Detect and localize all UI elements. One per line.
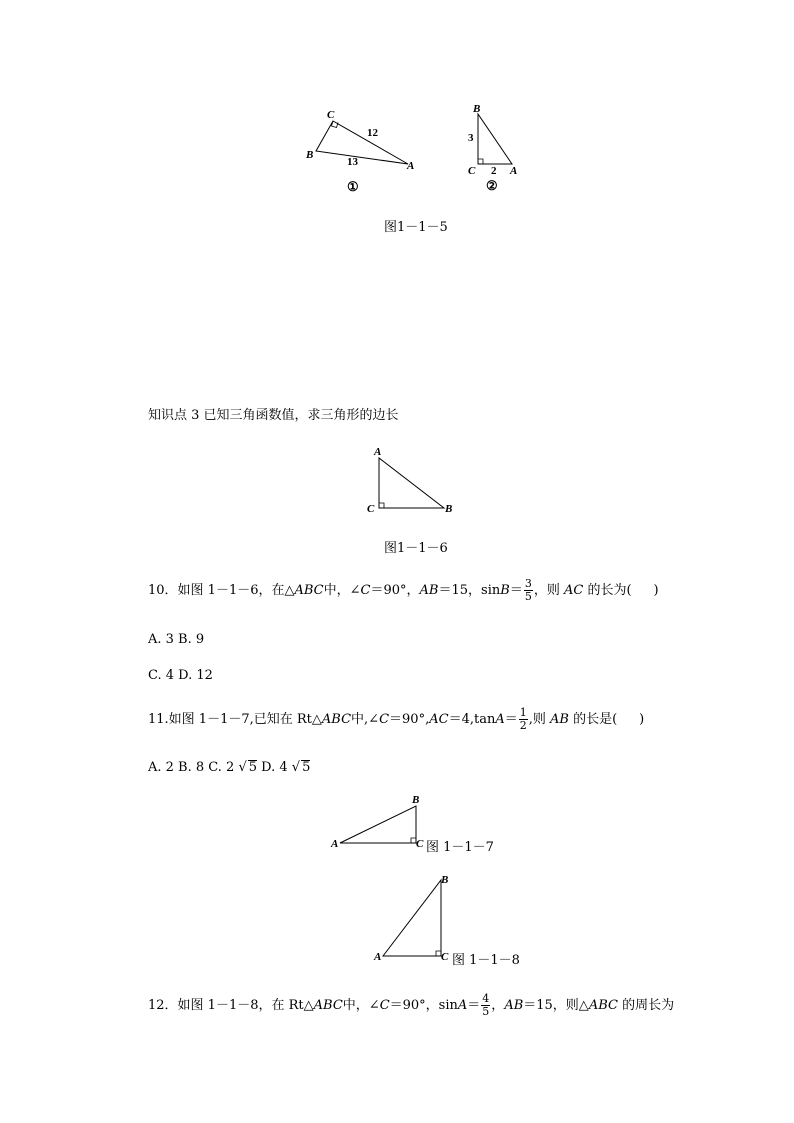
fraction-3-5: $\frac{3}{5}$: [524, 577, 532, 603]
fig6-label-c: C: [367, 503, 375, 515]
question-12: 12．如图 1－1－8，在 Rt△ABC中，∠C＝90°，sinA＝ $\frac{4}{5}$ ，AB＝15，则△ABC 的周长为: [148, 992, 675, 1018]
triangle-2: [468, 103, 517, 193]
tri1-label-c: C: [327, 109, 335, 121]
figure-1-1-7: [325, 790, 435, 855]
question-10: 10．如图 1－1－6，在△ABC中，∠C＝90°，AB＝15，sinB＝ $\frac{3}{5}$ ，则 AC 的长为( ): [148, 577, 659, 603]
caption-1-1-6: 图1－1－6: [384, 541, 448, 556]
fig8-label-a: A: [374, 951, 382, 963]
q10-options-cd: C. 4 D. 12: [148, 668, 213, 683]
tri1-side-ac: 12: [367, 127, 378, 139]
figure-1-1-6: [360, 440, 470, 520]
q10-options-ab: A. 3 B. 9: [148, 632, 205, 647]
tri2-side-bc: 3: [468, 132, 474, 144]
figure-1-1-5: [290, 100, 530, 200]
fig8-label-b: B: [441, 874, 449, 886]
section-title: 知识点 3 已知三角函数值，求三角形的边长: [148, 408, 399, 423]
tri1-label-b: B: [306, 149, 314, 161]
caption-1-1-8: 图 1－1－8: [452, 953, 520, 968]
fig7-label-b: B: [412, 794, 420, 806]
tri2-label-c: C: [468, 165, 476, 177]
caption-1-1-7: 图 1－1－7: [426, 840, 494, 855]
triangle-1: [305, 109, 414, 194]
figure-1-1-8: [368, 868, 458, 968]
fraction-4-5: $\frac{4}{5}$: [482, 992, 490, 1018]
tri2-label-b: B: [473, 103, 481, 115]
fig7-label-c: C: [416, 838, 424, 850]
q11-options: A. 2 B. 8 C. 2 √ 5 D. 4 √ 5: [148, 760, 311, 775]
fig7-label-a: A: [331, 838, 339, 850]
tri1-side-ab: 13: [347, 156, 358, 168]
fig8-label-c: C: [441, 951, 449, 963]
tri2-label-a: A: [510, 165, 518, 177]
question-11: 11.如图 1－1－7,已知在 Rt△ABC中,∠C＝90°,AC＝4,tanA＝ $\frac{1}{2}$ ,则 AB 的长是( ): [148, 706, 645, 732]
tri1-index: ①: [347, 179, 359, 194]
tri2-index: ②: [486, 178, 498, 193]
fraction-1-2: $\frac{1}{2}$: [519, 706, 527, 732]
tri1-label-a: A: [407, 160, 415, 172]
caption-1-1-5: 图1－1－5: [384, 220, 448, 235]
fig6-label-b: B: [445, 503, 453, 515]
tri2-side-ca: 2: [491, 165, 497, 177]
fig6-label-a: A: [374, 446, 382, 458]
